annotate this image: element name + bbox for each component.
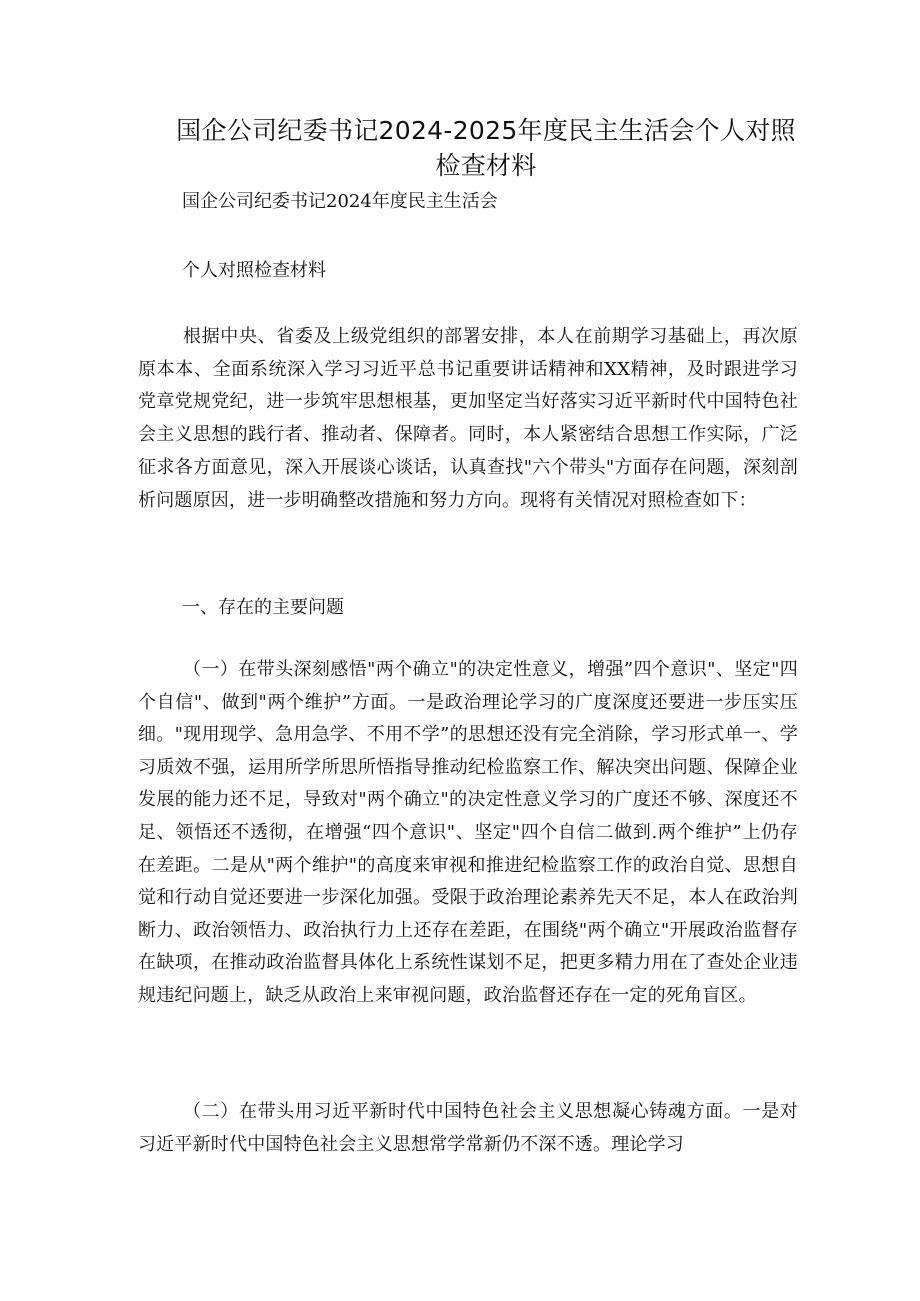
intro-paragraph: 根据中央、省委及上级党组织的部署安排，本人在前期学习基础上，再次原原本本、全面系统深入学习习近平总书记重要讲话精神和XX精神，及时跟进学习党章党规党纪，进一步筑牢思想根基，更加坚定当好落实习近平新时代中国特色社会主义思想的践行者、推动者、保障者。同时，本人紧密结合思想工作实际，广泛征求各方面意见，深入开展谈心谈话，认真查找"六个带头"方面存在问题，深刻剖析问题原因，进一步明确整改措施和努力方向。现将有关情况对照检查如下： <box>138 326 798 511</box>
document-subheading: 个人对照检查材料 <box>182 260 326 281</box>
document-title-line-2: 检查材料 <box>435 151 537 180</box>
document-title-line-1: 国企公司纪委书记2024-2025年度民主生活会个人对照 <box>176 116 796 145</box>
section-heading-problems: 一、存在的主要问题 <box>182 597 344 618</box>
problem-item-2-paragraph: （二）在带头用习近平新时代中国特色社会主义思想凝心铸魂方面。一是对习近平新时代中国特色社会主义思想常学常新仍不深不透。理论学习 <box>138 1101 798 1155</box>
document-title <box>150 113 822 183</box>
problem-item-1-paragraph: （一）在带头深刻感悟"两个确立"的决定性意义，增强”四个意识"、坚定"四个自信"、做到"两个维护”方面。一是政治理论学习的广度深度还要进一步压实压细。"现用现学、急用急学、不用不学”的思想还没有完全消除，学习形式单一、学习质效不强，运用所学所思所悟指导推动纪检监察工作、解决突出问题、保障企业发展的能力还不足，导致对"两个确立"的决定性意义学习的广度还不够、深度还不足、领悟还不透彻，在增强“四个意识"、坚定"四个自信二做到.两个维护”上仍存在差距。二是从"两个维护"的高度来审视和推进纪检监察工作的政治自觉、思想自觉和行动自觉还要进一步深化加强。受限于政治理论素养先天不足，本人在政治判断力、政治领悟力、政治执行力上还存在差距，在围绕"两个确立"开展政治监督存在缺项，在推动政治监督具体化上系统性谋划不足，把更多精力用在了查处企业违规违纪问题上，缺乏从政治上来审视问题，政治监督还存在一定的死角盲区。 <box>138 659 798 1006</box>
document-subtitle: 国企公司纪委书记2024年度民主生活会 <box>182 191 498 212</box>
